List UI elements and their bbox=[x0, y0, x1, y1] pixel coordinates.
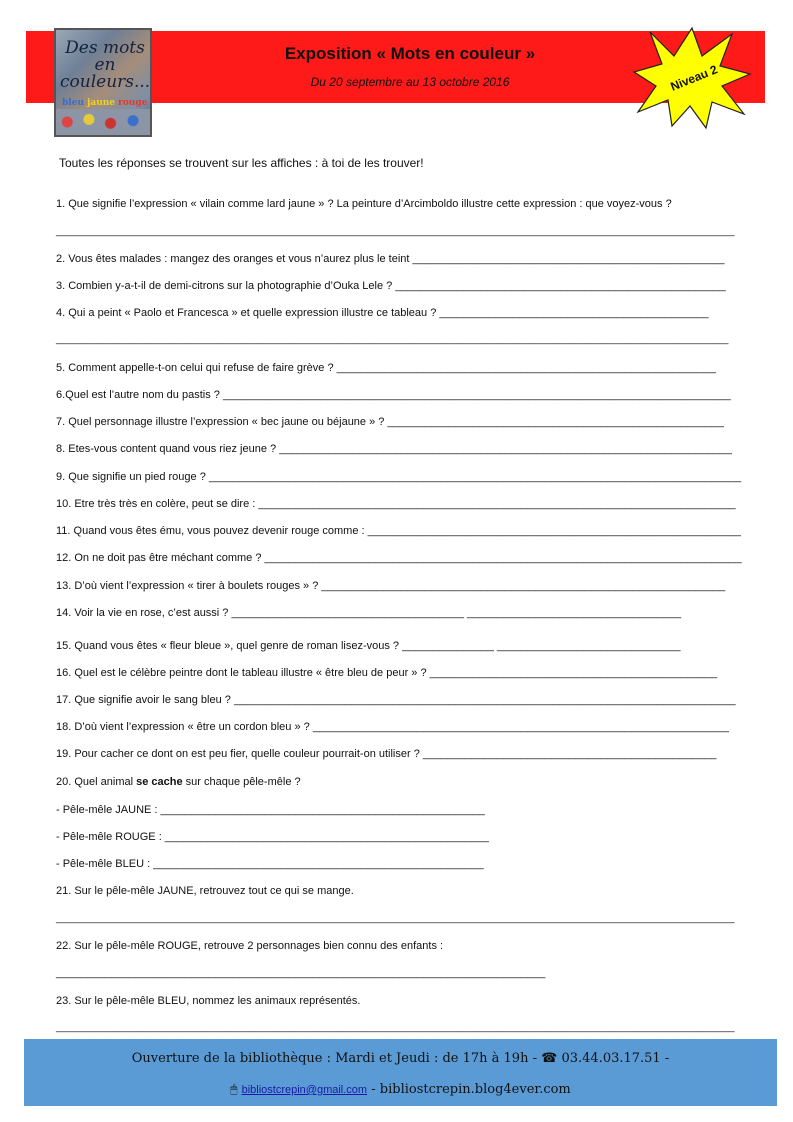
page-subtitle: Du 20 septembre au 13 octobre 2016 bbox=[310, 75, 510, 89]
question-20-blue: - Pêle-mêle BLEU : ______________________________________________________ bbox=[56, 858, 484, 870]
page-title: Exposition « Mots en couleur » bbox=[284, 44, 536, 63]
level-badge bbox=[632, 26, 752, 130]
question-18: 18. D’où vient l’expression « être un cordon bleu » ? ____________________________________________________________________ bbox=[56, 721, 729, 733]
logo-flowers bbox=[56, 109, 150, 135]
question-14: 14. Voir la vie en rose, c’est aussi ? ______________________________________ ___________________________________ bbox=[56, 607, 682, 619]
logo-colors bbox=[62, 98, 147, 108]
phone-icon: ☎ bbox=[541, 1051, 558, 1066]
question-15: 15. Quand vous êtes « fleur bleue », quel genre de roman lisez-vous ? _______________ ______________________________ bbox=[56, 640, 681, 652]
question-3: 3. Combien y-a-t-il de demi-citrons sur la photographie d’Ouka Lele ? ______________________________________________________ bbox=[56, 280, 726, 292]
logo-line-1: Des mots bbox=[65, 38, 145, 58]
mouse-icon: 🖱 bbox=[230, 1082, 238, 1096]
intro-text: Toutes les réponses se trouvent sur les affiches : à toi de les trouver! bbox=[59, 156, 424, 170]
level-badge-label: Niveau 2 bbox=[668, 62, 720, 94]
footer-hours-line bbox=[24, 1051, 777, 1066]
question-8: 8. Etes-vous content quand vous riez jeune ? __________________________________________________________________________ bbox=[56, 443, 732, 455]
question-19: 19. Pour cacher ce dont on est peu fier, quelle couleur pourrait-on utiliser ? ________________________________________________ bbox=[56, 748, 717, 760]
question-1: 1. Que signifie l’expression « vilain comme lard jaune » ? La peinture d’Arcimboldo illustre cette expression : que voyez-vous ? bbox=[56, 198, 672, 210]
question-5: 5. Comment appelle-t-on celui qui refuse de faire grève ? ______________________________________________________________ bbox=[56, 362, 716, 374]
question-13: 13. D’où vient l’expression « tirer à boulets rouges » ? __________________________________________________________________ bbox=[56, 580, 726, 592]
exhibition-logo bbox=[54, 28, 152, 137]
question-21: 21. Sur le pêle-mêle JAUNE, retrouvez tout ce qui se mange. bbox=[56, 885, 354, 897]
question-10: 10. Etre très très en colère, peut se dire : ______________________________________________________________________________ bbox=[56, 498, 736, 510]
question-7: 7. Quel personnage illustre l’expression « bec jaune ou béjaune » ? _______________________________________________________ bbox=[56, 416, 724, 428]
answer-line-1: __________________________________________________________________________________________________________________________ bbox=[56, 226, 735, 237]
logo-text bbox=[60, 40, 150, 91]
logo-line-3: couleurs... bbox=[60, 72, 151, 92]
answer-line-4: ____________________________________________________________________________________________________________________________ bbox=[56, 334, 729, 345]
question-20-red: - Pêle-mêle ROUGE : _____________________________________________________ bbox=[56, 831, 490, 843]
logo-word-yellow: jaune bbox=[87, 98, 116, 108]
question-17: 17. Que signifie avoir le sang bleu ? __________________________________________________________________________________ bbox=[56, 694, 736, 706]
question-9: 9. Que signifie un pied rouge ? _______________________________________________________________________________________ bbox=[56, 471, 742, 483]
blog-address: bibliostcrepin.blog4ever.com bbox=[379, 1082, 571, 1097]
logo-word-blue: bleu bbox=[62, 98, 84, 108]
question-4: 4. Qui a peint « Paolo et Francesca » et quelle expression illustre ce tableau ? ____________________________________________ bbox=[56, 307, 709, 319]
answer-line-22: ________________________________________________________________________________ bbox=[56, 967, 546, 979]
footer-band bbox=[24, 1039, 777, 1106]
question-16: 16. Quel est le célèbre peintre dont le tableau illustre « être bleu de peur » ? _______________________________________________ bbox=[56, 667, 718, 679]
question-11: 11. Quand vous êtes ému, vous pouvez devenir rouge comme : _____________________________________________________________ bbox=[56, 525, 741, 537]
logo-line-2: en bbox=[94, 55, 116, 75]
answer-line-21: __________________________________________________________________________________________________________________________ bbox=[56, 913, 735, 924]
opening-hours: Ouverture de la bibliothèque : Mardi et Jeudi : de 17h à 19h - bbox=[131, 1051, 537, 1066]
email-link[interactable]: bibliostcrepin@gmail.com bbox=[241, 1084, 368, 1096]
footer-separator: - bbox=[371, 1082, 376, 1097]
question-20: 20. Quel animal se cache sur chaque pêle-mêle ? bbox=[56, 776, 301, 788]
question-20-yellow: - Pêle-mêle JAUNE : _____________________________________________________ bbox=[56, 804, 485, 816]
question-12: 12. On ne doit pas être méchant comme ? ______________________________________________________________________________ bbox=[56, 552, 742, 564]
question-6: 6.Quel est l’autre nom du pastis ? ___________________________________________________________________________________ bbox=[56, 389, 731, 401]
footer-contact-line bbox=[24, 1082, 777, 1097]
question-23: 23. Sur le pêle-mêle BLEU, nommez les animaux représentés. bbox=[56, 995, 361, 1007]
phone-number: 03.44.03.17.51 - bbox=[561, 1051, 670, 1066]
logo-word-red: rouge bbox=[118, 98, 148, 108]
question-2: 2. Vous êtes malades : mangez des oranges et vous n’aurez plus le teint ___________________________________________________ bbox=[56, 253, 725, 265]
answer-line-23: __________________________________________________________________________________________________________________________ bbox=[56, 1022, 735, 1033]
question-22: 22. Sur le pêle-mêle ROUGE, retrouve 2 personnages bien connu des enfants : bbox=[56, 940, 444, 952]
